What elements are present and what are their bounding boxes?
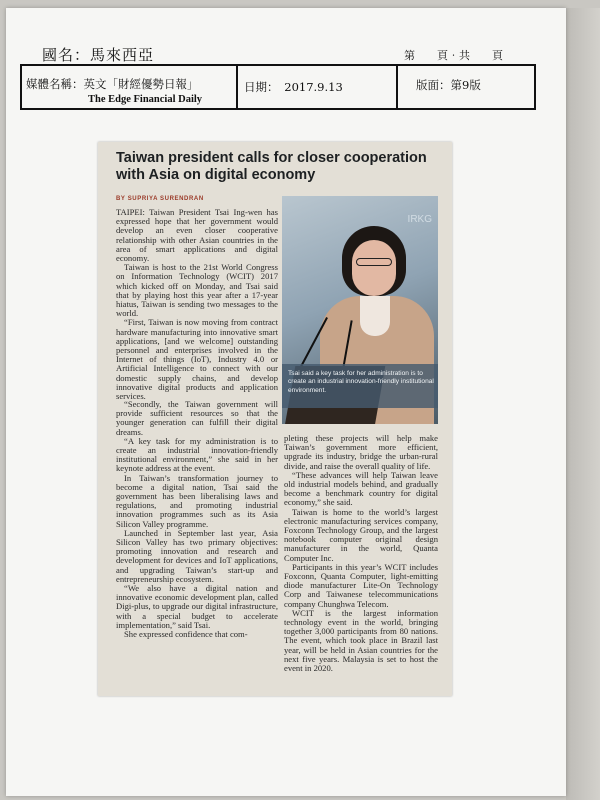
paragraph: Launched in September last year, Asia Silicon Valley has two primary objectives: promoting innovation and research and development for devices and IoT applications, and upgrading Taiwan’s start-up and entrepreneurship ecosystem. [116,527,278,584]
page-count: 第 頁‧共 頁 [404,49,503,62]
date-value: 日期： 2017.9.13 [244,80,343,94]
photo-caption: Tsai said a key task for her administration is to create an industrial innovation-friendly institutional environment. [288,370,434,394]
speaker-glasses [356,258,392,266]
paragraph: In Taiwan’s transformation journey to become a digital nation, Tsai said the government has been liberalising laws and regulations, and promoting industrial innovation programmes such as its Asia Silicon Valley programme. [116,472,278,529]
paragraph: “Secondly, the Taiwan government will provide sufficient resources so that the younger generation can fulfill their digital dreams. [116,399,278,437]
paragraph: “A key task for my administration is to create an industrial innovation-friendly institutional environment,” she said in her keynote address at the event. [116,435,278,474]
article-column-left-top [116,208,278,401]
paragraph: Participants in this year’s WCIT includes Foxconn, Quanta Computer, light-emitting diode manufacturer Lite-On Technology Corp and Taiwanese telecommunications company Chunghwa Telecom. [284,561,438,609]
paragraph: Taiwan is host to the 21st World Congress on Information Technology (WCIT) 2017 which kicked off on Monday, and Tsai said that by playing host this year after a 17-year hiatus, Taiwan is sending two messages to the world. [116,262,278,319]
speaker-collar [360,296,390,336]
metadata-table [20,64,536,110]
photo-caption-box [282,364,438,408]
paragraph: “First, Taiwan is now moving from contract hardware manufacturing into innovative smart applications, [and we welcome] outstanding personnel and enterprises involved in the Internet of things (IoT), Industry 4.0 or Artificial Intelligence to connect with our domestic supply chains, and develop innovative digital products and application services. [116,317,278,402]
background-edge [566,8,600,800]
paragraph: “We also have a digital nation and innovative economic development plan, called Digi-plus, to upgrade our digital infrastructure, with a special budget to accelerate implementation,” said Tsai. [116,583,278,630]
paragraph: TAIPEI: Taiwan President Tsai Ing-wen has expressed hope that her government would develop an even closer cooperative relationship with other Asian countries in the area of smart applications and digital economy. [116,207,278,264]
date-cell [238,66,398,108]
paragraph: pleting these projects will help make Taiwan’s government more efficient, upgrade its industry, bridge the urban-rural divide, and raise the overall quality of life. [284,433,438,471]
article-column-right [284,434,438,673]
page-number: 版面：第9版 [416,78,481,92]
media-cell [22,66,238,108]
country-label: 國名：馬來西亞 [42,46,155,64]
paragraph: WCIT is the largest information technology event in the world, bringing together 3,000 participants from 80 nations. The event, which took place in Brazil last year, will be held in Asian countries for the next five years. Malaysia is set to host the event in 2020. [284,607,438,674]
speaker-face [352,240,396,296]
article-column-left-bottom [116,400,278,639]
paragraph: “These advances will help Taiwan leave old industrial models behind, and gradually become a benchmark country for digital economy,” she said. [284,469,438,508]
media-name: 媒體名稱：英文「財經優勢日報」 [26,77,199,91]
media-english-name: The Edge Financial Daily [88,94,203,105]
paragraph: She expressed confidence that com- [124,629,248,640]
article-byline: BY SUPRIYA SURENDRAN [116,196,204,202]
photo-background-text: IRKG [407,214,432,225]
newspaper-clipping [98,142,452,696]
page-cell [398,66,534,108]
article-headline: Taiwan president calls for closer cooperation with Asia on digital economy [116,150,427,183]
paragraph: Taiwan is home to the world’s largest electronic manufacturing services company, Foxconn Technology Group, and the largest notebook computer original design manufacturer in the world, Quanta Computer Inc. [284,506,438,563]
